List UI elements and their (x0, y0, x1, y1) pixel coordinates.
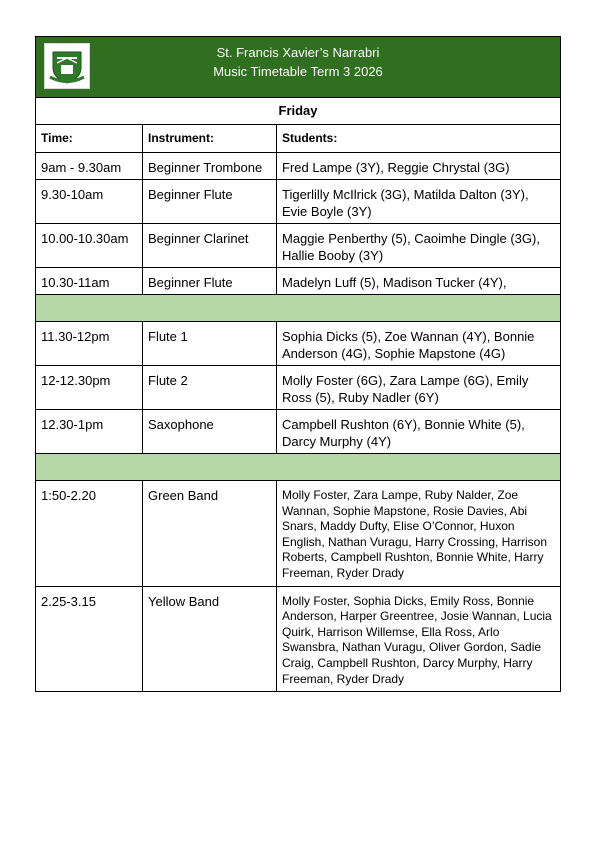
students-cell: Molly Foster, Zara Lampe, Ruby Nalder, Zoe Wannan, Sophie Mapstone, Rosie Davies, Abi Snars, Maddy Dufty, Elise O’Connor, Huxon English, Nathan Vuragu, Harry Crossing, Harrison Roberts, Campbell Rushton, Bonnie White, Harry Freeman, Ryder Drady (277, 481, 561, 587)
time-cell: 2.25-3.15 (36, 586, 143, 692)
break-row (36, 454, 561, 481)
students-cell: Molly Foster (6G), Zara Lampe (6G), Emily Ross (5), Ruby Nadler (6Y) (277, 366, 561, 410)
table-row (36, 224, 561, 268)
day-heading: Friday (36, 98, 561, 125)
time-cell: 10.30-11am (36, 268, 143, 295)
time-cell: 11.30-12pm (36, 322, 143, 366)
time-cell: 1:50-2.20 (36, 481, 143, 587)
instrument-cell: Beginner Clarinet (143, 224, 277, 268)
students-cell: Fred Lampe (3Y), Reggie Chrystal (3G) (277, 153, 561, 180)
break-band (36, 295, 561, 322)
table-row (36, 180, 561, 224)
table-row (36, 366, 561, 410)
students-cell: Tigerlilly McIlrick (3G), Matilda Dalton (3Y), Evie Boyle (3Y) (277, 180, 561, 224)
break-band (36, 454, 561, 481)
students-cell: Maggie Penberthy (5), Caoimhe Dingle (3G), Hallie Booby (3Y) (277, 224, 561, 268)
time-cell: 12-12.30pm (36, 366, 143, 410)
table-row (36, 322, 561, 366)
instrument-cell: Beginner Flute (143, 180, 277, 224)
break-row (36, 295, 561, 322)
students-cell: Madelyn Luff (5), Madison Tucker (4Y), (277, 268, 561, 295)
column-header-students: Students: (277, 125, 561, 153)
time-cell: 9.30-10am (36, 180, 143, 224)
instrument-cell: Green Band (143, 481, 277, 587)
document-title: Music Timetable Term 3 2026 (213, 64, 383, 79)
students-cell: Campbell Rushton (6Y), Bonnie White (5), Darcy Murphy (4Y) (277, 410, 561, 454)
table-row (36, 481, 561, 587)
table-row (36, 268, 561, 295)
instrument-cell: Saxophone (143, 410, 277, 454)
instrument-cell: Flute 2 (143, 366, 277, 410)
school-name: St. Francis Xavier’s Narrabri (216, 45, 380, 60)
students-cell: Sophia Dicks (5), Zoe Wannan (4Y), Bonnie Anderson (4G), Sophie Mapstone (4G) (277, 322, 561, 366)
time-cell: 12.30-1pm (36, 410, 143, 454)
table-row (36, 410, 561, 454)
column-header-time: Time: (36, 125, 143, 153)
timetable (35, 36, 561, 692)
column-header-instrument: Instrument: (143, 125, 277, 153)
instrument-cell: Yellow Band (143, 586, 277, 692)
instrument-cell: Flute 1 (143, 322, 277, 366)
time-cell: 9am - 9.30am (36, 153, 143, 180)
students-cell: Molly Foster, Sophia Dicks, Emily Ross, Bonnie Anderson, Harper Greentree, Josie Wannan, Lucia Quirk, Harrison Willemse, Ella Ross, Arlo Swansbra, Nathan Vuragu, Oliver Gordon, Sadie Craig, Campbell Rushton, Darcy Murphy, Harry Freeman, Ryder Drady (277, 586, 561, 692)
time-cell: 10.00-10.30am (36, 224, 143, 268)
table-row (36, 586, 561, 692)
instrument-cell: Beginner Trombone (143, 153, 277, 180)
instrument-cell: Beginner Flute (143, 268, 277, 295)
table-row (36, 153, 561, 180)
timetable-page (35, 36, 560, 692)
header-banner (36, 37, 561, 98)
